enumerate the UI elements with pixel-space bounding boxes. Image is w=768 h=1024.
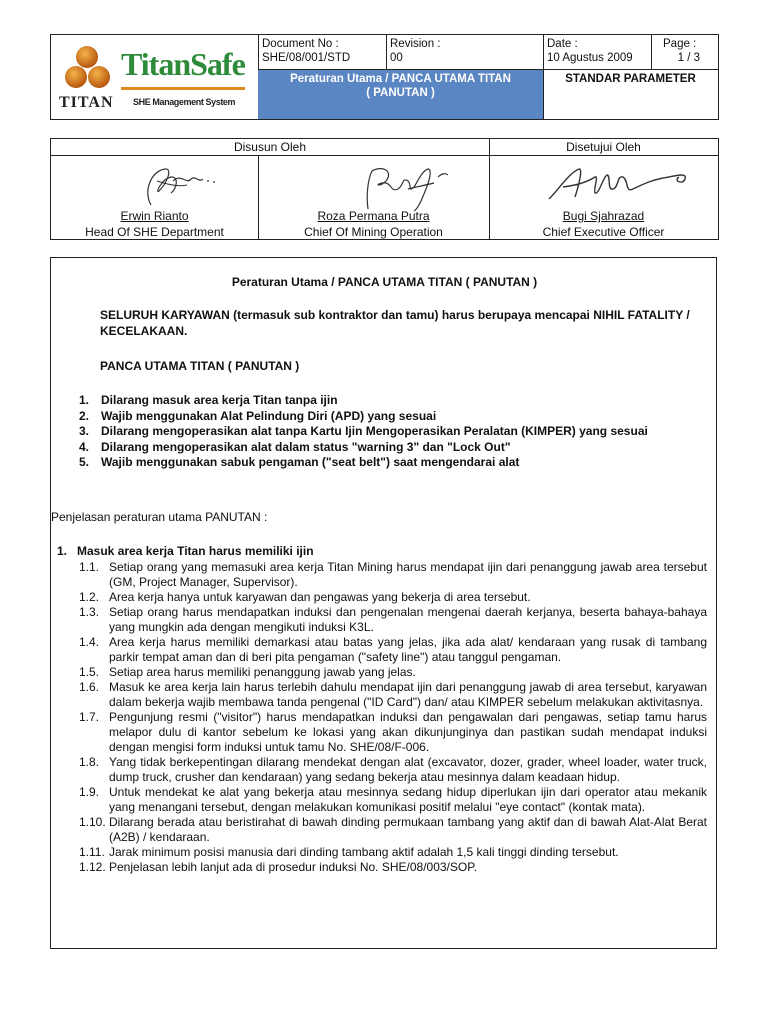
doc-no-label: Document No : (262, 38, 339, 50)
list-item: 2. Wajib menggunakan Alat Pelindung Diri (APD) yang sesuai (79, 408, 437, 423)
list-item: 1.5. Setiap area harus memiliki penanggung jawab yang jelas. (79, 665, 416, 679)
list-item: 1.3. Setiap orang harus mendapatkan induksi dan pengenalan mengenai daerah kerjanya, beserta bahaya-bahaya yang mungkin ada dengan mengikuti induksi K3L. (79, 605, 707, 634)
approval-table (50, 138, 719, 240)
prepared-by-label: Disusun Oleh (233, 140, 307, 154)
document-body (50, 257, 717, 949)
date-cell (543, 35, 651, 67)
titansafe-logo (51, 35, 258, 119)
list-item: 1.1. Setiap orang yang memasuki area kerja Titan Mining harus mendapat ijin dari penanggung jawab area tersebut (GM, Project Manager, Supervisor). (79, 560, 707, 589)
list-item: 1.9. Untuk mendekat ke alat yang bekerja atau mesinnya sedang hidup diperlukan ijin dari operator atau mekanik yang menangani tersebut, dengan melakukan komunikasi positif melalui "eye contact" (kontak mata). (79, 785, 707, 814)
doc-no-cell (258, 35, 386, 67)
standard-type: STANDAR PARAMETER (565, 73, 696, 85)
logo-company: TITAN (59, 94, 114, 111)
section-1-items (79, 560, 707, 875)
date-label: Date : (547, 38, 578, 50)
list-item: 1.6. Masuk ke area kerja lain harus terlebih dahulu mendapat ijin dari penanggung jawab di area tersebut, karyawan dalam bekerja wajib membawa tanda pengenal ("ID Card") dan/ atau KIMPER sebelum melakukan aktivitasnya. (79, 680, 707, 709)
signer-2-name: Roza Permana Putra (317, 209, 430, 223)
revision-value: 00 (390, 52, 403, 64)
logo-brand: TitanSafe (121, 46, 245, 82)
list-item: 1.7. Pengunjung resmi ("visitor") harus mendapatkan induksi dan pengawalan dari pengawas, setiap tamu harus melapor dulu di kantor sebelum ke lokasi yang akan dikunjunginya dan pastikan sudah mendapat induksi dengan mengisi form induksi untuk tamu No. SHE/08/F-006. (79, 710, 707, 754)
document-title-cell (258, 70, 543, 119)
revision-cell (386, 35, 543, 67)
document-header-table (50, 34, 719, 120)
date-value: 10 Agustus 2009 (547, 52, 633, 64)
list-item: 1. Dilarang masuk area kerja Titan tanpa ijin (79, 393, 338, 407)
logo-system: SHE Management System (133, 97, 236, 107)
section-1-title: 1. Masuk area kerja Titan harus memiliki ijin (57, 544, 314, 558)
signer-2-title: Chief Of Mining Operation (304, 225, 443, 239)
page-label: Page : (663, 38, 697, 50)
intro-line-1: SELURUH KARYAWAN (termasuk sub kontraktor dan tamu) harus berupaya mencapai NIHIL FATALITY / (100, 308, 690, 322)
list-item: 5. Wajib menggunakan sabuk pengaman ("seat belt") saat mengendarai alat (79, 455, 520, 469)
signer-1-name: Erwin Rianto (120, 209, 189, 223)
list-item: 1.8. Yang tidak berkepentingan dilarang mendekat dengan alat (excavator, dozer, grader, wheel loader, water truck, dump truck, crusher dan kendaraan) yang sedang bekerja atau mesinnya dalam keadaan hidup. (79, 755, 707, 784)
document-title-line2: ( PANUTAN ) (366, 87, 435, 99)
intro-line-2: KECELAKAAN. (100, 324, 188, 338)
approved-by-label: Disetujui Oleh (566, 140, 641, 154)
subheading: PANCA UTAMA TITAN ( PANUTAN ) (100, 359, 300, 373)
signer-1-title: Head Of SHE Department (85, 225, 224, 239)
doc-no-value: SHE/08/001/STD (262, 52, 351, 64)
list-item: 1.11. Jarak minimum posisi manusia dari dinding tambang aktif adalah 1,5 kali tinggi dinding tersebut. (79, 845, 619, 859)
signer-3-name: Bugi Sjahrazad (562, 209, 645, 223)
list-item: 4. Dilarang mengoperasikan alat dalam status "warning 3" dan "Lock Out" (79, 439, 511, 454)
list-item: 1.4. Area kerja harus memiliki demarkasi atau batas yang jelas, jika ada alat/ kendaraan yang rusak di tambang parkir tempat aman dan di beri pita pengaman ("safety line") atau tanggul pengaman. (79, 635, 707, 664)
signature-erwin-rianto (121, 161, 231, 211)
list-item: 3. Dilarang mengoperasikan alat tanpa Kartu Ijin Mengoperasikan Peralatan (KIMPER) yang sesuai (79, 424, 648, 438)
document-title-line1: Peraturan Utama / PANCA UTAMA TITAN (290, 73, 511, 85)
revision-label: Revision : (390, 38, 441, 50)
page-value: 1 / 3 (677, 52, 700, 64)
list-item: 1.10. Dilarang berada atau beristirahat di bawah dinding permukaan tambang yang aktif dan di bawah Alat-Alat Berat (A2B) / kendaraan. (79, 815, 707, 844)
list-item: 1.12. Penjelasan lebih lanjut ada di prosedur induksi No. SHE/08/003/SOP. (79, 860, 478, 874)
page-cell (651, 35, 718, 67)
logo-underline (121, 87, 245, 90)
list-item: 1.2. Area kerja hanya untuk karyawan dan pengawas yang bekerja di area tersebut. (79, 590, 531, 604)
signer-3-title: Chief Executive Officer (542, 225, 665, 239)
signature-bugi-sjahrazad (529, 159, 699, 215)
panutan-rules-list (79, 393, 699, 471)
body-heading: Peraturan Utama / PANCA UTAMA TITAN ( PANUTAN ) (231, 275, 538, 289)
explanation-label: Penjelasan peraturan utama PANUTAN : (51, 510, 268, 524)
